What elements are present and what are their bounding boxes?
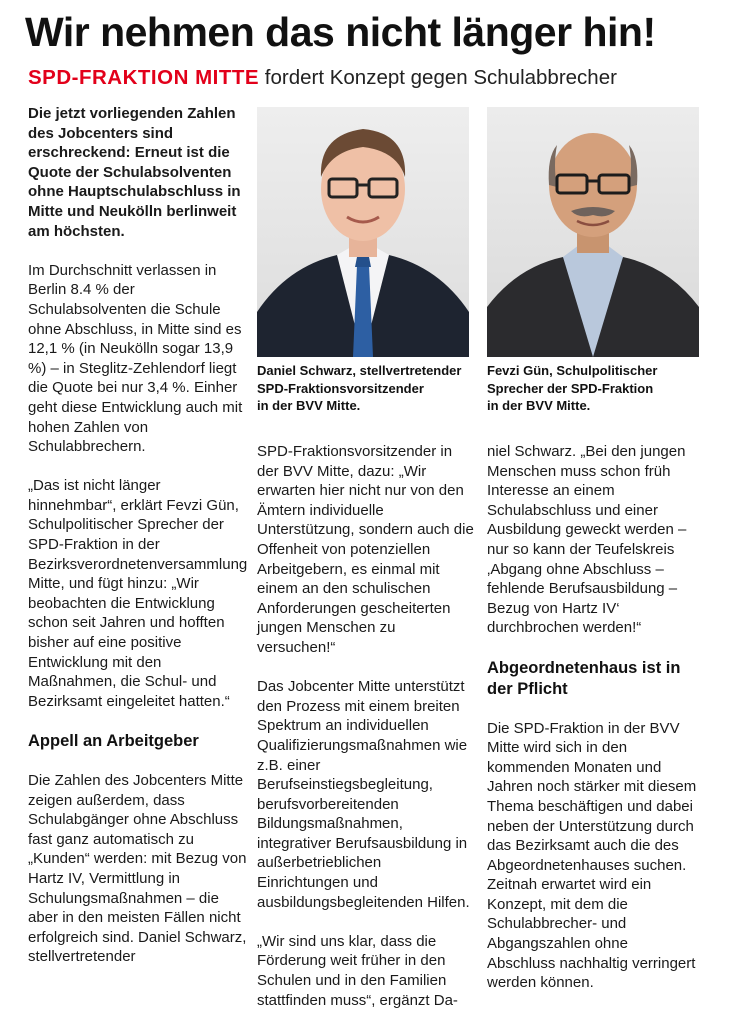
- paragraph: SPD-Fraktionsvorsitzender in der BVV Mitte, dazu: „Wir erwarten hier nicht nur von den Ämtern individuelle Unterstützung, sondern auch die Offenheit von potenziellen Arbeitgebern, es einmal mit einem an den schulischen Anforderungen gescheiterten jungen Menschen zu versuchen!“: [257, 443, 474, 656]
- headline: Wir nehmen das nicht länger hin!: [25, 9, 656, 55]
- photo-caption-daniel-schwarz: [257, 362, 477, 415]
- paragraph: Im Durchschnitt verlassen in Berlin 8.4 % der Schulabsolventen die Schule ohne Abschluss, in Mitte sind es 12,1 % (in Neukölln sogar 13,9 %) – in Steglitz-Zehlendorf liegt die Quote bei nur 3,4 %. Einher geht diese Entwicklung auch mit hohen Zahlen von Schulabbrechern.: [28, 261, 243, 456]
- section-heading: Abgeordnetenhaus ist in der Pflicht: [487, 658, 681, 698]
- subline-text: fordert Konzept gegen Schulabbrecher: [259, 66, 617, 89]
- portrait-image: [487, 107, 699, 357]
- caption-line: Daniel Schwarz, stellvertretender: [257, 363, 462, 378]
- portrait-photo-daniel-schwarz: [257, 107, 469, 357]
- portrait-image: [257, 107, 469, 357]
- paragraph: „Wir sind uns klar, dass die Förderung weit früher in den Schulen und in den Familien stattfinden muss“, ergänzt Da-: [257, 932, 458, 1009]
- paragraph: niel Schwarz. „Bei den jungen Menschen muss schon früh Interesse an einem Schulabschluss und einer Ausbildung geweckt werden – nur so kann der Teufelskreis ‚Abgang ohne Abschluss – fehlende Berufsausbildung – Bezug von Hartz IV‘ durchbrochen werden!“: [487, 443, 687, 637]
- caption-line: Sprecher der SPD-Fraktion: [487, 380, 654, 396]
- subline: [28, 64, 617, 92]
- photo-caption-fevzi-guen: [487, 362, 702, 415]
- article-column-2: [257, 442, 474, 1030]
- caption-line: in der BVV Mitte.: [257, 398, 361, 413]
- caption-line: SPD-Fraktionsvorsitzender: [257, 380, 424, 396]
- paragraph: Die Zahlen des Jobcenters Mitte zeigen außerdem, dass Schulabgänger ohne Abschluss fast ganz automatisch zu „Kunden“ werden: mit Bezug von Hartz IV, Vermittlung in Schulungsmaßnahmen – die aber in den meisten Fällen nicht erfolgreich sind. Daniel Schwarz, stellvertretender: [28, 772, 247, 966]
- portrait-photo-fevzi-guen: [487, 107, 699, 357]
- caption-line: Fevzi Gün, Schulpolitischer: [487, 363, 658, 378]
- paragraph: „Das ist nicht länger hinnehmbar“, erklärt Fevzi Gün, Schulpolitischer Sprecher der SPD-Fraktion in der Bezirksverordnetenversammlung Mitte, und fügt hinzu: „Wir beobachten die Entwicklung schon seit Jahren und hofften bisher auf eine positive Entwicklung mit den Maßnahmen, die Schul- und Bezirksamt eingeleitet hatten.“: [28, 477, 248, 710]
- article-column-1: [28, 104, 250, 987]
- lead-paragraph: Die jetzt vorliegenden Zahlen des Jobcenters sind erschreckend: Erneut ist die Quote der Schulabsolventen ohne Hauptschulabschluss in Mitte und Neukölln berlinweit am höchsten.: [28, 105, 241, 240]
- article-column-3: [487, 442, 699, 1012]
- caption-line: in der BVV Mitte.: [487, 398, 591, 413]
- section-heading: Appell an Arbeitgeber: [28, 732, 199, 750]
- paragraph: Das Jobcenter Mitte unterstützt den Prozess mit einem breiten Spektrum an individuellen Qualifizierungsmaßnahmen wie z.B. einer Berufseinstiegsbegleitung, berufsvorbereitenden Bildungsmaßnahmen, integrativer Berufsausbildung in außerbetrieblichen Einrichtungen und ausbildungsbegleitenden Hilfen.: [257, 678, 470, 911]
- paragraph: Die SPD-Fraktion in der BVV Mitte wird sich in den kommenden Monaten und Jahren noch stärker mit diesem Thema beschäftigen und dabei neben der Unterstützung durch das Bezirksamt auch die des Abgeordnetenhauses suchen. Zeitnah erwartet wird ein Konzept, mit dem die Schulabbrecher- und Abgangszahlen ohne Abschluss nachhaltig verringert werden können.: [487, 719, 697, 992]
- subline-kicker: SPD-FRAKTION MITTE: [28, 66, 260, 89]
